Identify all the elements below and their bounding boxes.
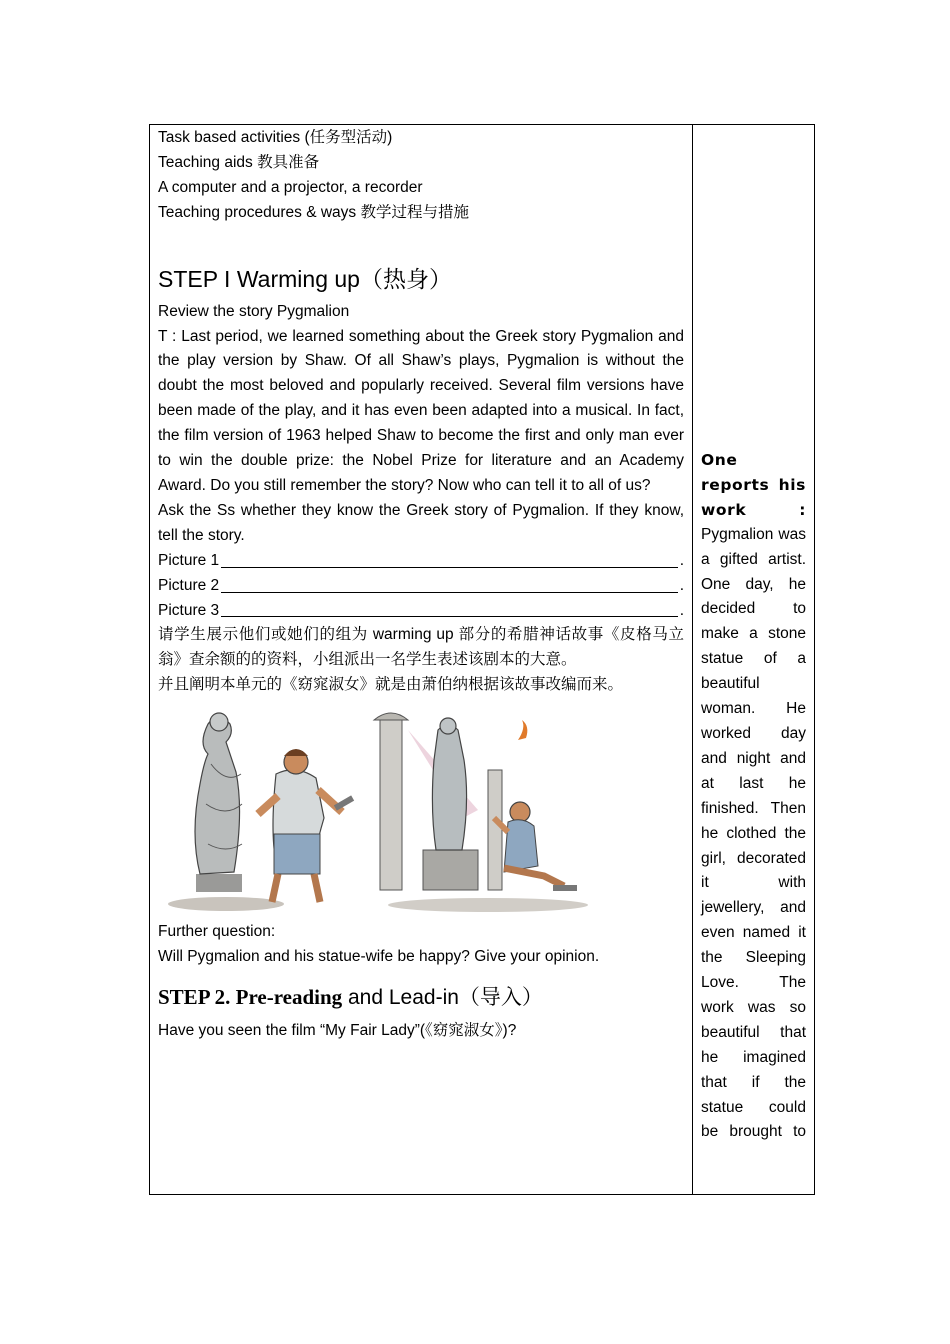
equipment-line: A computer and a projector, a recorder <box>158 178 423 196</box>
picture-3-blank[interactable]: Picture 3 . <box>158 599 684 624</box>
film-question: Have you seen the film “My Fair Lady”(《窈窕淑女》)? <box>158 1021 517 1039</box>
further-question-text: Will Pygmalion and his statue-wife be happy? Give your opinion. <box>158 948 600 966</box>
column-divider <box>692 124 693 1195</box>
chinese-instruction-2: 并且阐明本单元的《窈窕淑女》就是由萧伯纳根据该故事改编而来。 <box>158 676 624 694</box>
further-question-label: Further question: <box>158 923 276 941</box>
sculptor-statue-illustration <box>166 704 356 914</box>
step2-heading: STEP 2. Pre-reading and Lead-in（导入） <box>158 984 543 1009</box>
pygmalion-illustrations <box>158 700 684 920</box>
side-note-heading: One reports his work : <box>701 451 806 519</box>
picture-2-blank[interactable]: Picture 2 . <box>158 574 684 599</box>
picture-2-label: Picture 2 <box>158 576 220 594</box>
ask-paragraph: Ask the Ss whether they know the Greek story of Pygmalion. If they know, tell the story. <box>158 501 684 544</box>
teacher-paragraph: T : Last period, we learned something about the Greek story Pygmalion and the play version by Shaw. Of all Shaw’s plays, Pygmalion is without the doubt the most beloved and popularly received. Several film versions have been made of the play, and it has even been adapted into a musical. In fact, the film version of 1963 helped Shaw to become the first and only man ever to win the double prize: the Nobel Prize for literature and an Academy Award. Do you still remember the story? Now who can tell it to all of us? <box>158 327 684 494</box>
side-note-text: Pygmalion was a gifted artist. One day, he decided to make a stone statue of a beautiful woman. He worked day and night and at last he finished. Then he clothed the girl, decorated it with jewellery, and even named it the Sleeping Love. The work was so beautiful that he imagined that if the statue could be brought to <box>701 525 806 1141</box>
step1-heading: STEP I Warming up（热身） <box>158 265 452 292</box>
picture-3-label: Picture 3 <box>158 601 220 619</box>
chinese-instruction-1: 请学生展示他们或她们的组为 warming up 部分的希腊神话故事《皮格马立翁》查余额的的资料，小组派出一名学生表述该剧本的大意。 <box>158 626 684 669</box>
picture-1-blank[interactable]: Picture 1 . <box>158 549 684 574</box>
kneeling-pygmalion-illustration <box>368 700 588 915</box>
picture-1-label: Picture 1 <box>158 551 220 569</box>
main-column <box>158 126 684 1044</box>
procedures-line: Teaching procedures & ways 教学过程与措施 <box>158 203 469 221</box>
teaching-aids-line: Teaching aids 教具准备 <box>158 153 320 171</box>
side-column <box>701 448 806 1145</box>
review-line: Review the story Pygmalion <box>158 302 350 320</box>
task-activities-line: Task based activities (任务型活动) <box>158 129 393 146</box>
